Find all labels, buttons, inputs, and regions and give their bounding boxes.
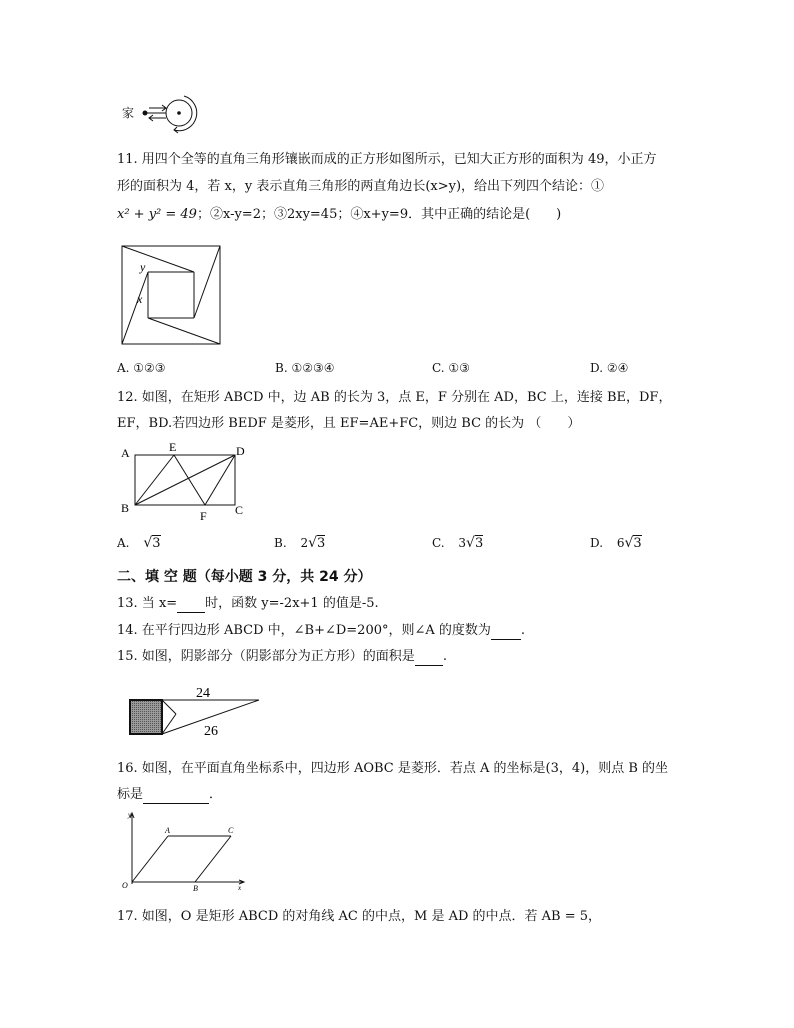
q15-prefix: 15. 如图，阴影部分（阴影部分为正方形）的面积是 — [117, 649, 415, 664]
q16-line2 — [117, 786, 222, 804]
q12-label-b: B — [121, 501, 130, 515]
q12-option-d-coef: 6 — [616, 536, 625, 550]
figure-home-circle — [122, 94, 206, 136]
q12-option-b-coef: 2 — [300, 536, 309, 550]
q16-suffix: ． — [209, 787, 223, 802]
q12-label-f: F — [200, 509, 207, 523]
q12-option-b-radical-icon: √ — [308, 535, 318, 551]
q13-answer-blank[interactable] — [177, 598, 205, 613]
q12-option-d[interactable] — [590, 535, 642, 551]
circle-route-diagram — [122, 94, 206, 136]
q16-coordinate-figure — [118, 810, 248, 892]
q12-option-d-letter: D. — [590, 536, 604, 550]
home-label: 家 — [122, 106, 135, 120]
q11-square-figure — [120, 244, 224, 348]
q12-rectangle-figure — [118, 440, 258, 524]
q16-label-o: O — [122, 881, 128, 890]
q13-prefix: 13. 当 x= — [117, 596, 178, 611]
q12-option-a[interactable] — [117, 535, 161, 551]
q12-label-e: E — [169, 440, 177, 454]
q11-line2: 形的面积为 4，若 x，y 表示直角三角形的两直角边长(x>y)，给出下列四个结论：① — [117, 179, 605, 194]
q12-line2: EF，BD.若四边形 BEDF 是菱形，且 EF=AE+FC，则边 BC 的长为 （ ） — [117, 416, 581, 431]
q15-label-bottom: 26 — [204, 724, 218, 739]
q16-axis-x-label: x — [238, 884, 242, 892]
q11-line3 — [117, 206, 561, 224]
q11-option-a[interactable]: A. ①②③ — [117, 361, 166, 375]
q13 — [117, 595, 379, 613]
q11-line3-rest: ；②x-y=2；③2xy=45；④x+y=9．其中正确的结论是( ) — [196, 207, 562, 222]
q12-option-c-radical-icon: √ — [466, 535, 475, 551]
q11-option-b[interactable]: B. ①②③④ — [275, 361, 335, 375]
q16-prefix: 标是 — [117, 787, 144, 802]
q12-option-a-radicand: 3 — [152, 536, 161, 551]
q12-option-d-radicand: 3 — [633, 536, 642, 551]
q12-label-d: D — [236, 444, 245, 458]
q14 — [117, 622, 525, 640]
q15 — [117, 648, 447, 666]
q12-line1: 12. 如图，在矩形 ABCD 中，边 AB 的长为 3，点 E，F 分别在 AD，BC 上，连接 BE，DF， — [117, 390, 672, 405]
q16-answer-blank[interactable] — [143, 789, 209, 804]
q12-option-c-coef: 3 — [458, 536, 467, 550]
q12-option-c[interactable] — [432, 535, 483, 551]
q13-suffix: 时，函数 y=-2x+1 的值是-5. — [205, 596, 379, 611]
q12-option-d-radical-icon: √ — [624, 535, 634, 551]
q15-suffix: . — [442, 649, 447, 664]
section-heading: 二、填 空 题（每小题 3 分，共 24 分） — [117, 569, 372, 585]
q12-label-a: A — [121, 446, 130, 460]
q11-option-d[interactable]: D. ②④ — [590, 361, 629, 375]
q11-option-c[interactable]: C. ①③ — [432, 361, 470, 375]
q16-label-b: B — [193, 884, 198, 892]
q16-label-a: A — [165, 826, 170, 835]
q11-equation: x² + y² = 49 — [117, 207, 197, 222]
q17-line1: 17. 如图，O 是矩形 ABCD 的对角线 AC 的中点，M 是 AD 的中点．若 AB = 5， — [117, 909, 602, 924]
q14-answer-blank[interactable] — [491, 625, 521, 640]
q12-option-c-radicand: 3 — [474, 536, 484, 551]
q12-option-a-letter: A. — [117, 536, 130, 550]
q16-label-c: C — [228, 826, 234, 835]
q12-option-c-letter: C. — [432, 536, 445, 550]
q15-triangle-square-figure — [124, 683, 274, 743]
q15-label-top: 24 — [196, 686, 210, 701]
q12-option-b[interactable] — [274, 535, 325, 551]
q16-axis-y-label: y — [128, 811, 132, 819]
q12-option-b-radicand: 3 — [317, 536, 326, 551]
q15-answer-blank[interactable] — [415, 651, 443, 666]
q14-prefix: 14. 在平行四边形 ABCD 中，∠B+∠D=200°，则∠A 的度数为 — [117, 623, 491, 638]
q12-option-a-radical-icon: √ — [143, 535, 153, 551]
q11-label-x: x — [137, 292, 143, 306]
q12-label-c: C — [235, 503, 244, 517]
q11-label-y: y — [140, 260, 146, 274]
q11-line1: 11. 用四个全等的直角三角形镶嵌而成的正方形如图所示，已知大正方形的面积为 49，小正方 — [117, 152, 657, 167]
q16-line1: 16. 如图，在平面直角坐标系中，四边形 AOBC 是菱形．若点 A 的坐标是(3，4)，则点 B 的坐 — [117, 761, 669, 776]
q14-suffix: . — [520, 623, 526, 638]
q12-option-b-letter: B. — [274, 536, 287, 550]
